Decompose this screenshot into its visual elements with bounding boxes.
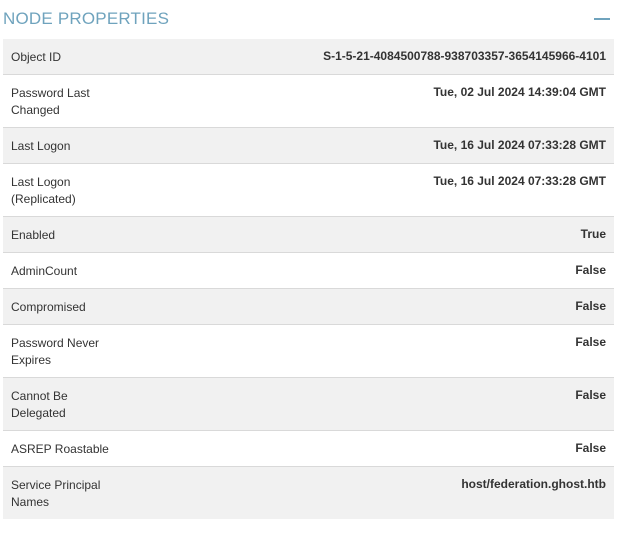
property-label: ASREP Roastable [11, 442, 109, 456]
property-label: Last Logon (Replicated) [11, 175, 76, 206]
properties-table [3, 39, 614, 519]
property-row-asrep-roastable [3, 431, 614, 467]
node-properties-panel [3, 0, 614, 519]
property-label: Enabled [11, 228, 56, 242]
property-label: Cannot Be Delegated [11, 389, 68, 420]
property-row-cannot-be-delegated [3, 378, 614, 431]
property-value: False [575, 299, 606, 313]
property-value: Tue, 02 Jul 2024 14:39:04 GMT [433, 85, 606, 99]
property-value: False [575, 441, 606, 455]
property-label: Compromised [11, 300, 86, 314]
property-value: S-1-5-21-4084500788-938703357-3654145966-4101 [323, 49, 606, 63]
property-value: Tue, 16 Jul 2024 07:33:28 GMT [433, 138, 606, 152]
property-label: AdminCount [11, 264, 78, 278]
property-label: Object ID [11, 50, 62, 64]
minus-icon[interactable] [594, 18, 610, 20]
property-row-compromised [3, 289, 614, 325]
property-row-admincount [3, 253, 614, 289]
property-row-object-id [3, 39, 614, 75]
property-row-service-principal-names [3, 467, 614, 519]
property-value: host/federation.ghost.htb [461, 477, 606, 491]
property-label: Password Never Expires [11, 336, 100, 367]
property-value: False [575, 263, 606, 277]
property-row-last-logon-replicated [3, 164, 614, 217]
property-row-last-logon [3, 128, 614, 164]
panel-header [3, 0, 614, 39]
property-value: False [575, 335, 606, 349]
property-value: Tue, 16 Jul 2024 07:33:28 GMT [433, 174, 606, 188]
property-label: Password Last Changed [11, 86, 90, 117]
property-row-enabled [3, 217, 614, 253]
property-row-password-last-changed [3, 75, 614, 128]
property-label: Last Logon [11, 139, 71, 153]
panel-title: NODE PROPERTIES [3, 9, 170, 28]
property-value: True [580, 227, 606, 241]
property-value: False [575, 388, 606, 402]
property-row-password-never-expires [3, 325, 614, 378]
property-label: Service Principal Names [11, 478, 101, 509]
